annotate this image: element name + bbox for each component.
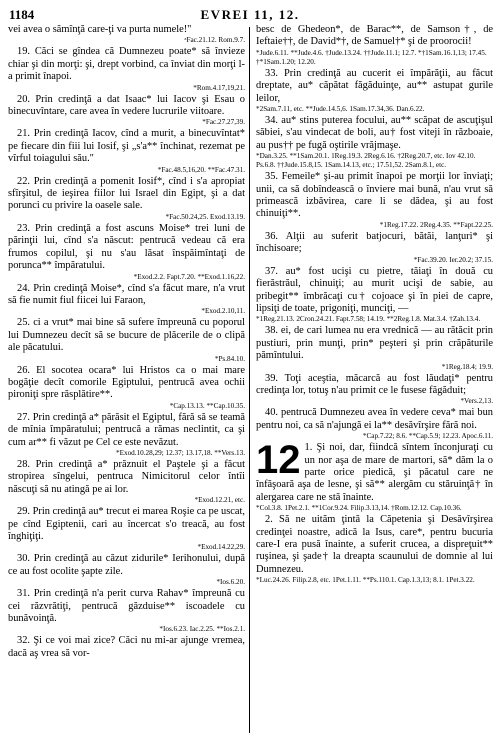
cross-reference: *Rom.4.17,19,21. (193, 83, 245, 92)
cross-reference: ᵃFac.21.12. Rom.9.7. (184, 36, 245, 45)
cross-reference: *1Reg.21.13. 2Cron.24.21. Fapt.7.58; 14.19. **2Reg.1.8. Mat.3.4. †Zah.13.4. (256, 315, 481, 324)
verse-27: 27. Prin credinţă a* părăsit el Egiptul, fără să se teamă de mînia împăratului; pentrucă a rămas neclintit, ca şi cum ar** fi văzut pe Cel ce este nevăzut. (8, 411, 245, 448)
cross-reference: *Vers.2,13. (460, 397, 493, 406)
verse-29: 29. Prin credinţă au* trecut ei marea Roşie ca pe uscat, pe cînd Egiptenii, cari au încercat s'o treacă, au fost înghiţiţi. (8, 506, 245, 542)
verse-34: 34. au* stins puterea focului, au** scăpat de ascuţişul săbiei, s'au vindecat de boli, au† fost viteji în războaie, au pus†† pe fugă oştirile vrăjmaşe. (256, 115, 493, 151)
verse-28: 28. Prin credinţă a* prăznuit el Paştele şi a făcut stropirea sîngelui, pentruca Nimicitorul celor întîi născuţi să nu atingă pe ai lor. (8, 458, 245, 495)
page-number: 1184 (9, 7, 35, 22)
verse-36: 36. Alţii au suferit batjocuri, bătăi, lanţuri* şi închisoare; (256, 230, 493, 255)
chapter-12-verse-2: 2. Să ne uităm ţintă la Căpetenia şi Desăvîrşirea credinţei noastre, adică la Isus, care*, pentru bucuria care-I era pusă înainte, a suferit crucea, a dispreţuit** ruşinea, şi şade† la dreapta scaunului de domnie al lui Dumnezeu. (256, 514, 493, 575)
column-divider (249, 27, 250, 733)
cross-reference: *Col.3.8. 1Pet.2.1. **1Cor.9.24. Filip.3.13,14. †Rom.12.12. Cap.10.36. (256, 504, 462, 513)
cross-reference: *Fac.27.27,39. (202, 118, 245, 127)
cross-reference: *Exod.10.28,29; 12.37; 13.17,18. **Vers.13. (116, 448, 245, 457)
verse-19: 19. Căci se gîndea că Dumnezeu poate* să învieze chiar şi din morţi: şi, drept vorbind, ca înviat din morţi l-a primit înapoi. (8, 46, 245, 83)
cross-reference: *Fac.48.5,16,20. **Fac.47.31. (157, 165, 245, 174)
cross-reference: *Fac.50.24,25. Exod.13.19. (165, 212, 245, 221)
verse-1-text: 1. Şi noi, dar, fiindcă sîntem înconjuraţi cu un nor aşa de mare de martori, să* dăm la o parte orice piedică, şi păcatul care ne înfăşoară aşa de lesne, şi să** alergăm cu stăruinţă† în alergarea care ne stă înainte. (256, 442, 493, 503)
cross-reference: *Exod.2.10,11. (201, 307, 245, 316)
verse-37: 37. au* fost ucişi cu pietre, tăiaţi în două cu fierăstrăul, chinuiţi; au murit ucişi de sabie, au pribegit** îmbrăcaţi cu† cojoace şi în piei de capre, lipsiţi de toate, prigoniţi, munciţi, — (256, 265, 493, 314)
cross-reference: *Exod.12.21, etc. (194, 496, 245, 505)
cross-reference: *Exod.2.2. Fapt.7.20. **Exod.1.16,22. (133, 272, 245, 281)
cross-reference: *Luc.24.26. Filip.2.8, etc. 1Pet.1.11. **Ps.110.1. Cap.1.3,13; 8.1. 1Pet.3.22. (256, 576, 475, 585)
verse-26: 26. El socotea ocara* lui Hristos ca o mai mare bogăţie decît comorile Egiptului, pentrucă avea ochii pironiţi spre răsplătire**. (8, 364, 245, 401)
verse-25: 25. ci a vrut* mai bine să sufere împreună cu poporul lui Dumnezeu decît să se bucure de plăcerile de o clipă ale păcatului. (8, 317, 245, 354)
cross-reference: *Ios.6.20. (216, 578, 245, 587)
verse-40: 40. pentrucă Dumnezeu avea în vedere ceva* mai bun pentru noi, ca să n'ajungă ei la** desăvîrşire fără noi. (256, 407, 493, 431)
running-title: EVREI 11, 12. (200, 7, 300, 22)
cross-reference: *Exod.14.22,29. (197, 543, 245, 552)
verse-20: 20. Prin credinţă a dat Isaac* lui Iacov şi Esau o binecuvîntare, care avea în vedere lucrurile viitoare. (8, 93, 245, 118)
verse-21: 21. Prin credinţă Iacov, cînd a murit, a binecuvîntat* pe fiecare din fiii lui Iosif, şi „s'a** închinat, rezemat pe vîrful toiagului său." (8, 128, 245, 165)
cross-reference: *Ps.84.10. (214, 354, 245, 363)
verse-23: 23. Prin credinţă a fost ascuns Moise* trei luni de părinţii lui, cînd s'a născut: pentrucă vedeau că era frumos copilul, şi nu s'au lăsat înspăimîntaţi de porunca** împăratului. (8, 222, 245, 272)
verse-22: 22. Prin credinţă a pomenit Iosif*, cînd i s'a apropiat sfîrşitul, de ieşirea fiilor lui Israel din Egipt, şi a dat porunci cu privire la oasele sale. (8, 175, 245, 212)
cross-reference: *1Reg.18.4; 19.9. (441, 362, 493, 371)
chapter-number: 12 (256, 438, 301, 483)
cross-reference: *Cap.13.13. **Cap.10.35. (169, 401, 245, 410)
verse-32: 32. Şi ce voi mai zice? Căci nu mi-ar ajunge vremea, dacă aş vrea să vor- (8, 635, 245, 659)
right-column (256, 24, 493, 736)
cross-reference: *Cap.7.22; 8.6. **Cap.5.9; 12.23. Apoc.6.11. (362, 432, 493, 441)
cross-reference: *Dan.3.25. **1Sam.20.1. 1Reg.19.3. 2Reg.6.16. †2Reg.20.7, etc. Iov 42.10. Ps.6.8. ††Jude.15.8,15. 1Sam.14.13, etc.; 17.51,52. 2Sam.8.1, etc. (256, 152, 476, 170)
verse-30: 30. Prin credinţă au căzut zidurile* Ierihonului, după ce au fost ocolite şapte zile. (8, 553, 245, 577)
left-column (8, 24, 245, 736)
verse-24: 24. Prin credinţă Moise*, cînd s'a făcut mare, n'a vrut să fie numit fiul fiicei lui Faraon, (8, 282, 245, 306)
cross-reference: *1Reg.17.22. 2Reg.4.35. **Fapt.22.25. (379, 220, 493, 229)
cross-reference: *2Sam.7.11, etc. **Jude.14.5,6. 1Sam.17.34,36. Dan.6.22. (256, 105, 425, 114)
verse-continuation: vei avea o sămînţă care-ţi va purta numele!" (8, 24, 192, 35)
cross-reference: *Ios.6.23. Iac.2.25. **Ios.2.1. (159, 625, 245, 634)
verse-39: 39. Toţi aceştia, măcarcă au fost lăudaţi* pentru credinţa lor, totuş n'au primit ce le fusese făgăduit; (256, 372, 493, 396)
cross-reference: *Fac.39.20. Ier.20.2; 37.15. (413, 255, 493, 264)
verse-33: 33. Prin credinţă au cucerit ei împărăţii, au făcut dreptate, au* căpătat făgăduinţe, au** astupat gurile leilor, (256, 67, 493, 104)
verse-continuation: besc de Ghedeon*, de Barac**, de Samson†, de Ieftaie††, de David*†, de Samuel†* şi de proorocii! (256, 24, 493, 48)
page-header (9, 7, 491, 25)
chapter-12-verse-1 (256, 438, 493, 504)
verse-35: 35. Femeile* şi-au primit înapoi pe morţii lor înviaţi; unii, ca să dobîndească o înviere mai bună, n'au vrut să primească izbăvirea, care li se dădea, şi au fost chinuiţi**. (256, 171, 493, 220)
cross-reference: *Jude.6.11. **Jude.4.6. †Jude.13.24. ††Jude.11.1; 12.7. *†1Sam.16.1,13; 17.45. †*1Sam.1.20; 12.20. (256, 48, 487, 66)
verse-38: 38. ei, de cari lumea nu era vrednică — au rătăcit prin pustiuri, prin munţi, prin* peşteri şi prin crăpăturile pămîntului. (256, 325, 493, 362)
verse-31: 31. Prin credinţă n'a perit curva Rahav* împreună cu cei răzvrătiţi, pentrucă găzduise** iscoadele cu bunăvoinţă. (8, 588, 245, 625)
